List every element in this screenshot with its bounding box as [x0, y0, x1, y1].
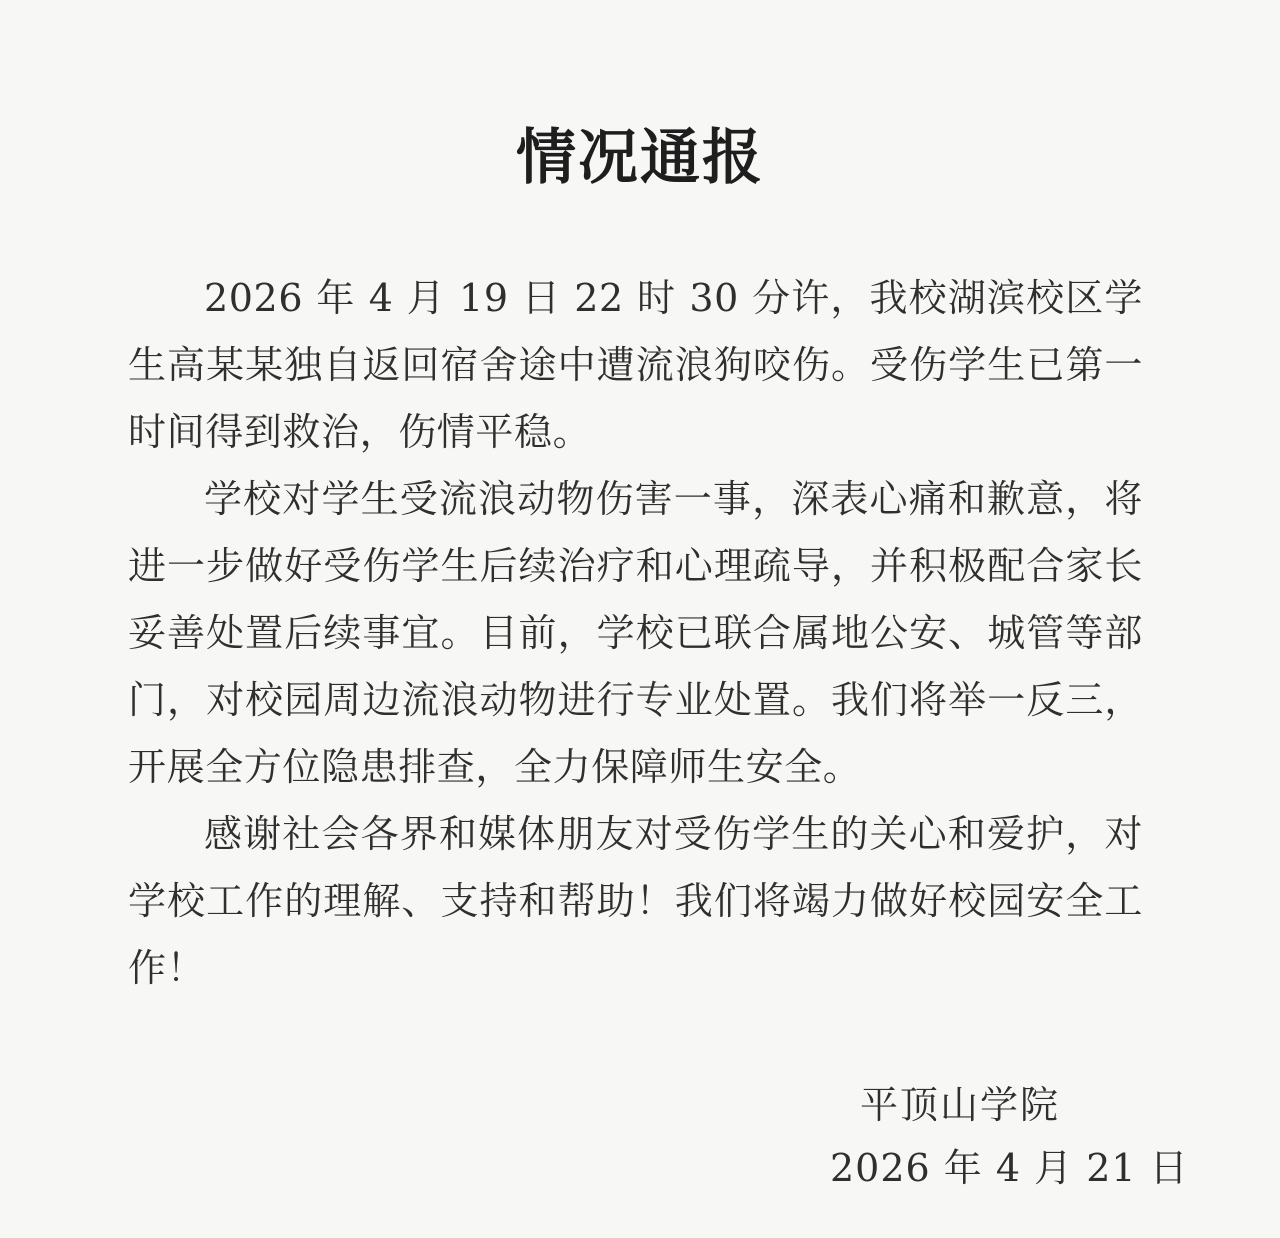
signature-organization: 平顶山学院 — [860, 1083, 1061, 1127]
paragraph-thanks: 感谢社会各界和媒体朋友对受伤学生的关心和爱护，对学校工作的理解、支持和帮助！我们将竭力做好校园安全工作！ — [128, 812, 1143, 990]
paragraph-response: 学校对学生受流浪动物伤害一事，深表心痛和歉意，将进一步做好受伤学生后续治疗和心理疏导，并积极配合家长妥善处置后续事宜。目前，学校已联合属地公安、城管等部门，对校园周边流浪动物进行专业处置。我们将举一反三，开展全方位隐患排查，全力保障师生安全。 — [128, 477, 1143, 789]
paragraph-incident: 2026 年 4 月 19 日 22 时 30 分许，我校湖滨校区学生高某某独自返回宿舍途中遭流浪狗咬伤。受伤学生已第一时间得到救治，伤情平稳。 — [128, 276, 1143, 454]
signature-date: 2026 年 4 月 21 日 — [830, 1146, 1189, 1190]
notice-body — [128, 265, 1143, 1002]
notice-title: 情况通报 — [516, 123, 764, 193]
